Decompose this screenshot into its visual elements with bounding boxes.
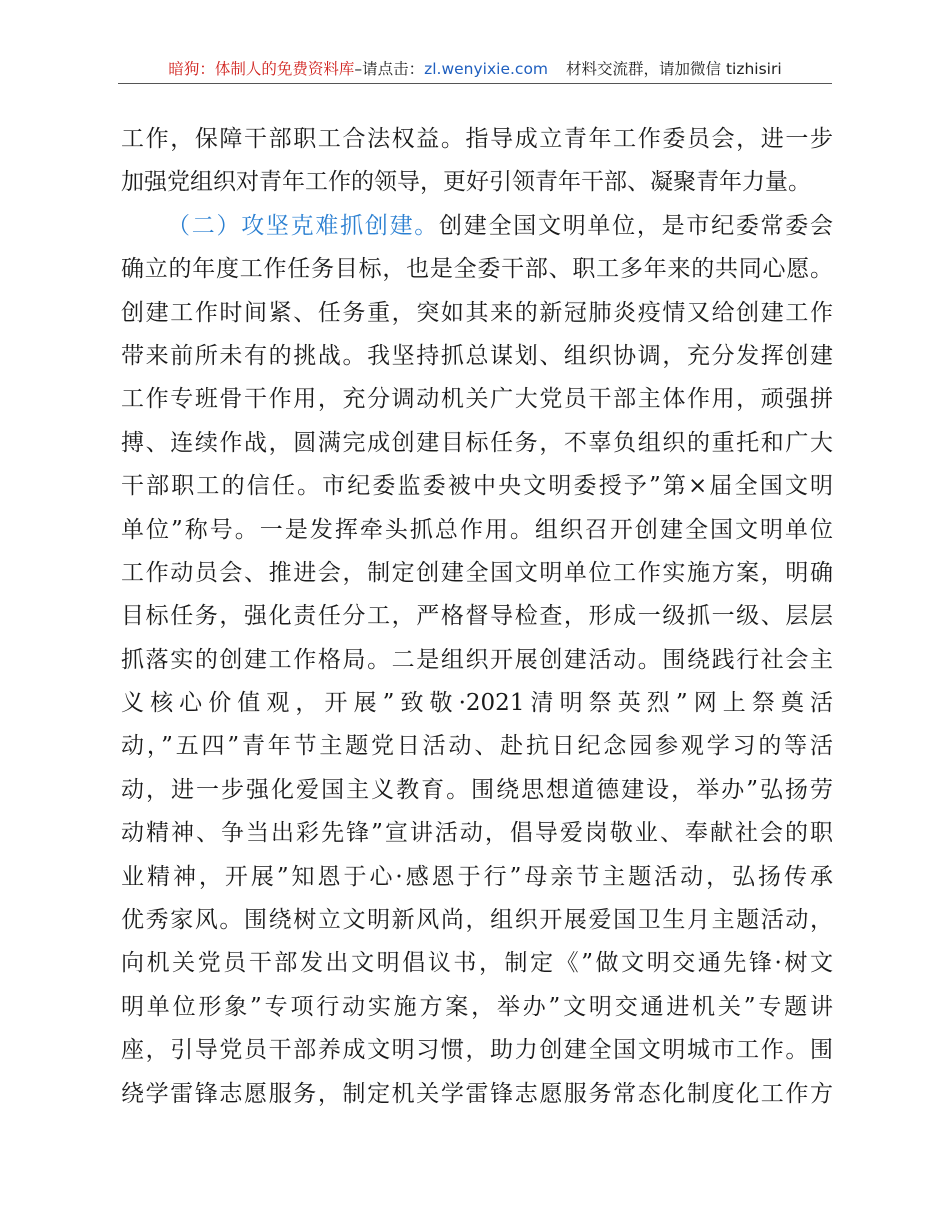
text-line: 干部职工的信任。市纪委监委被中央文明委授予”第×届全国文明	[121, 473, 833, 500]
text-line: 绕学雷锋志愿服务，制定机关学雷锋志愿服务常态化制度化工作方	[121, 1080, 833, 1107]
page-header	[118, 56, 832, 82]
text-line: 动精神、争当出彩先锋”宣讲活动，倡导爱岗敬业、奉献社会的职	[121, 820, 833, 847]
text-line: 业精神，开展”知恩于心·感恩于行”母亲节主题活动，弘扬传承	[121, 863, 833, 890]
text-line: 创建工作时间紧、任务重，突如其来的新冠肺炎疫情又给创建工作	[121, 299, 833, 326]
text-line: 工作动员会、推进会，制定创建全国文明单位工作实施方案，明确	[121, 559, 833, 586]
text-line: 明单位形象”专项行动实施方案，举办”文明交通进机关”专题讲	[121, 993, 833, 1020]
document-body	[121, 118, 833, 1116]
section-heading: （二）攻坚克难抓创建。	[167, 212, 440, 239]
text-line: 优秀家风。围绕树立文明新风尚，组织开展爱国卫生月主题活动，	[121, 907, 833, 934]
text-line: 目标任务，强化责任分工，严格督导检查，形成一级抓一级、层层	[121, 603, 833, 630]
text-line: 义核心价值观，开展”致敬·2021清明祭英烈”网上祭奠活	[121, 690, 833, 717]
text-line	[121, 205, 833, 248]
text-line: 动，进一步强化爱国主义教育。围绕思想道德建设，举办”弘扬劳	[121, 776, 833, 803]
header-link[interactable]: zl.wenyixie.com	[424, 60, 549, 78]
text-line: 单位”称号。一是发挥牵头抓总作用。组织召开创建全国文明单位	[121, 516, 833, 543]
text-line: 确立的年度工作任务目标，也是全委干部、职工多年来的共同心愿。	[121, 256, 833, 283]
paragraph-1	[121, 118, 833, 205]
header-brand: 暗狗：体制人的免费资料库	[168, 60, 355, 78]
text-line: 带来前所未有的挑战。我坚持抓总谋划、组织协调，充分发挥创建	[121, 342, 833, 369]
text-line: 工作专班骨干作用，充分调动机关广大党员干部主体作用，顽强拼	[121, 386, 833, 413]
text-line: 向机关党员干部发出文明倡议书，制定《”做文明交通先锋·树文	[121, 950, 833, 977]
heading-line-text: 创建全国文明单位，是市纪委常委会	[439, 212, 833, 239]
header-contact: 材料交流群，请加微信 tizhisiri	[566, 60, 782, 78]
text-line: 搏、连续作战，圆满完成创建目标任务，不辜负组织的重托和广大	[121, 429, 833, 456]
text-line: 加强党组织对青年工作的领导，更好引领青年干部、凝聚青年力量。	[121, 169, 811, 196]
text-line: 抓落实的创建工作格局。二是组织开展创建活动。围绕践行社会主	[121, 646, 833, 673]
text-line: 动，”五四”青年节主题党日活动、赴抗日纪念园参观学习的等活	[121, 733, 833, 760]
header-divider	[118, 83, 832, 84]
text-line: 座，引导党员干部养成文明习惯，助力创建全国文明城市工作。围	[121, 1037, 833, 1064]
paragraph-2	[121, 205, 833, 1116]
header-prompt: –请点击：	[354, 60, 425, 78]
text-line: 工作，保障干部职工合法权益。指导成立青年工作委员会，进一步	[121, 126, 833, 152]
